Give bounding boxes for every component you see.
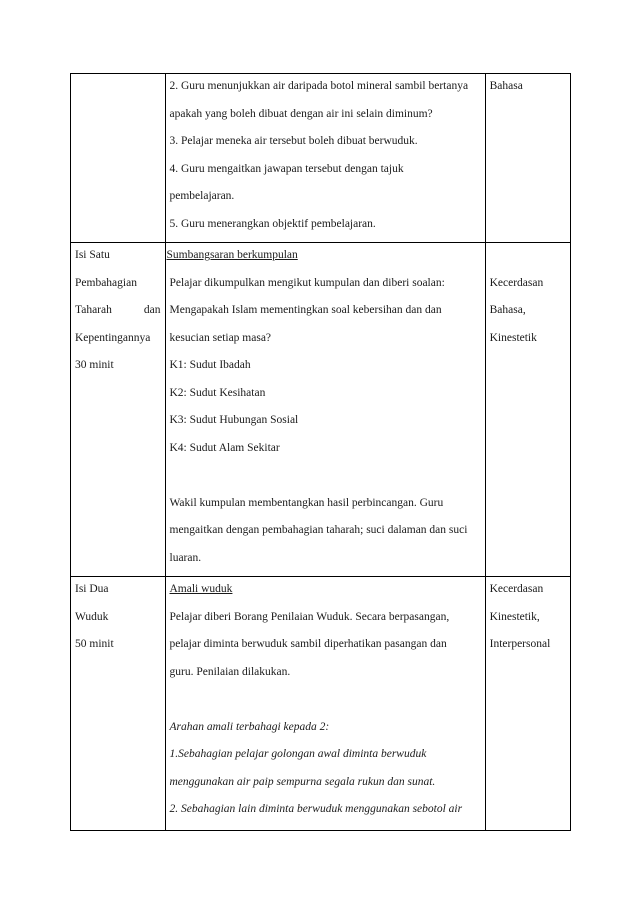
stage-line: Pembahagian — [75, 276, 137, 289]
notes-line: Kecerdasan — [489, 583, 544, 595]
notes-line: Kecerdasan — [489, 276, 544, 289]
activity-line: pembelajaran. — [169, 190, 235, 202]
activity-line: Wakil kumpulan membentangkan hasil perbincangan. Guru — [169, 496, 444, 509]
activity-heading: Sumbangsaran berkumpulan — [166, 249, 298, 261]
activity-line: Mengapakah Islam mementingkan soal kebersihan dan dan — [169, 304, 442, 316]
blank-line — [490, 246, 566, 274]
stage-line: Isi Satu — [75, 249, 110, 261]
row2-notes-cell — [485, 243, 570, 577]
notes-line: Kinestetik — [489, 331, 537, 344]
stage-line-right: dan — [143, 304, 161, 316]
activity-line: K1: Sudut Ibadah — [169, 359, 251, 371]
activity-line: 2. Guru menunjukkan air daripada botol mineral sambil bertanya — [169, 80, 469, 92]
row3-activity-cell — [165, 577, 485, 831]
blank-line — [170, 466, 481, 494]
activity-italic-line: 1.Sebahagian pelajar golongan awal diminta berwuduk — [169, 748, 427, 760]
activity-line: mengaitkan dengan pembahagian taharah; suci dalaman dan suci — [169, 524, 468, 536]
stage-line — [75, 301, 161, 329]
stage-line-left: Taharah — [75, 304, 112, 316]
row1-activity-cell — [165, 74, 485, 243]
row1-notes-cell — [485, 74, 570, 243]
activity-line: K4: Sudut Alam Sekitar — [169, 441, 280, 454]
activity-italic-line: 2. Sebahagian lain diminta berwuduk menggunakan sebotol air — [169, 803, 463, 815]
activity-line: apakah yang boleh dibuat dengan air ini selain diminum? — [169, 107, 433, 120]
notes-line: Bahasa, — [489, 304, 526, 316]
row3-stage-cell — [71, 577, 166, 831]
stage-line: Wuduk — [75, 610, 109, 623]
activity-line: 4. Guru mengaitkan jawapan tersebut dengan tajuk — [169, 162, 404, 175]
activity-line: 3. Pelajar meneka air tersebut boleh dibuat berwuduk. — [169, 135, 418, 147]
activity-italic-line: menggunakan air paip sempurna segala rukun dan sunat. — [169, 775, 436, 788]
notes-line: Kinestetik, — [489, 610, 540, 623]
activity-line: Pelajar dikumpulkan mengikut kumpulan dan diberi soalan: — [169, 276, 445, 289]
stage-line: Kepentingannya — [75, 331, 151, 344]
activity-line: K3: Sudut Hubungan Sosial — [169, 414, 299, 426]
activity-italic-line: Arahan amali terbahagi kepada 2: — [169, 720, 330, 733]
activity-line: pelajar diminta berwuduk sambil diperhatikan pasangan dan — [169, 638, 447, 650]
activity-line: K2: Sudut Kesihatan — [169, 386, 266, 399]
lesson-plan-table — [70, 73, 571, 831]
activity-line: luaran. — [169, 551, 202, 564]
table-row — [71, 74, 571, 243]
row2-activity-cell — [165, 243, 485, 577]
row2-stage-cell — [71, 243, 166, 577]
notes-line: Bahasa — [489, 80, 523, 92]
activity-line: 5. Guru menerangkan objektif pembelajaran. — [169, 217, 376, 230]
row3-notes-cell — [485, 577, 570, 831]
table-row — [71, 577, 571, 831]
blank-line — [170, 690, 481, 718]
row1-stage-cell — [71, 74, 166, 243]
activity-line: Pelajar diberi Borang Penilaian Wuduk. Secara berpasangan, — [169, 610, 450, 623]
stage-line: 30 minit — [75, 359, 114, 371]
activity-line: kesucian setiap masa? — [169, 331, 272, 344]
notes-line: Interpersonal — [489, 638, 551, 650]
activity-heading: Amali wuduk — [169, 583, 233, 595]
table-row — [71, 243, 571, 577]
stage-line: Isi Dua — [75, 583, 109, 595]
activity-line: guru. Penilaian dilakukan. — [169, 665, 291, 678]
stage-line: 50 minit — [75, 638, 114, 650]
